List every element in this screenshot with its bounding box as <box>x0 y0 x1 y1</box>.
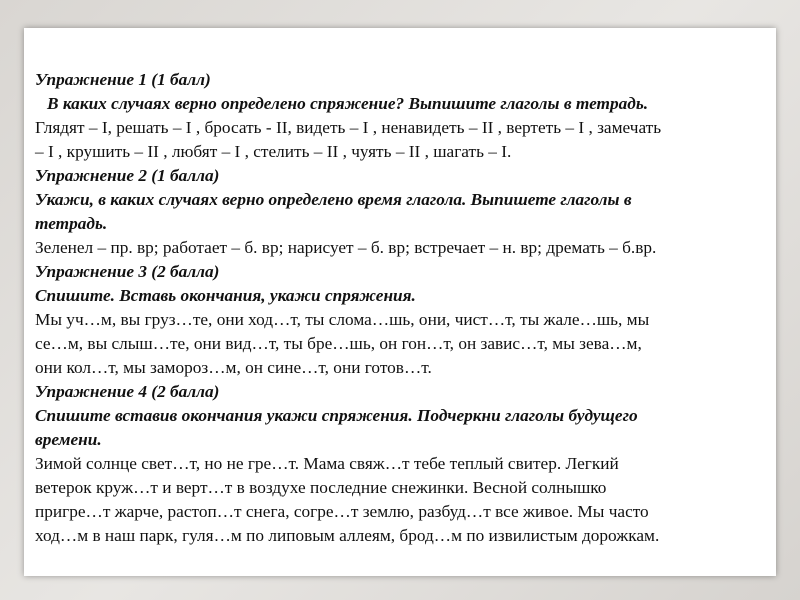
exercise-1-task-line: В каких случаях верно определено спряжение? Выпишите глаголы в тетрадь. <box>47 94 649 113</box>
exercise-4-body-line: пригре…т жарче, растоп…т снега, согре…т землю, разбуд…т все живое. Мы часто <box>35 502 649 521</box>
exercise-3-body-line: се…м, вы слыш…те, они вид…т, ты бре…шь, он гон…т, он завис…т, мы зева…м, <box>35 334 642 353</box>
exercise-4-task-line: Спишите вставив окончания укажи спряжения. Подчеркни глаголы будущего <box>35 406 638 425</box>
worksheet-content <box>35 68 770 548</box>
exercise-4-body-line: ветерок круж…т и верт…т в воздухе последние снежинки. Весной солнышко <box>35 478 607 497</box>
exercise-2-body-line: Зеленел – пр. вр; работает – б. вр; нарисует – б. вр; встречает – н. вр; дремать – б.вр. <box>35 238 657 257</box>
exercise-2-task-line: тетрадь. <box>35 214 108 233</box>
exercise-3-task-line: Спишите. Вставь окончания, укажи спряжения. <box>35 286 416 305</box>
exercise-1-body-line: Глядят – I, решать – I , бросать - II, видеть – I , ненавидеть – II , вертеть – I , замечать <box>35 118 662 137</box>
exercise-3-heading: Упражнение 3 (2 балла) <box>35 262 220 281</box>
exercise-2-task-line: Укажи, в каких случаях верно определено время глагола. Выпишете глаголы в <box>35 190 632 209</box>
exercise-1-body-line: – I , крушить – II , любят – I , стелить – II , чуять – II , шагать – I. <box>35 142 512 161</box>
exercise-4-body-line: ход…м в наш парк, гуля…м по липовым аллеям, брод…м по извилистым дорожкам. <box>35 526 660 545</box>
exercise-3-body-line: Мы уч…м, вы груз…те, они ход…т, ты слома…шь, они, чист…т, ты жале…шь, мы <box>35 310 650 329</box>
exercise-1-heading: Упражнение 1 (1 балл) <box>35 70 211 89</box>
exercise-4-heading: Упражнение 4 (2 балла) <box>35 382 220 401</box>
exercise-3-body-line: они кол…т, мы замороз…м, он сине…т, они готов…т. <box>35 358 432 377</box>
exercise-4-task-line: времени. <box>35 430 102 449</box>
slide-page <box>24 28 776 576</box>
exercise-4-body-line: Зимой солнце свет…т, но не гре…т. Мама свяж…т тебе теплый свитер. Легкий <box>35 454 619 473</box>
exercise-2-heading: Упражнение 2 (1 балла) <box>35 166 220 185</box>
